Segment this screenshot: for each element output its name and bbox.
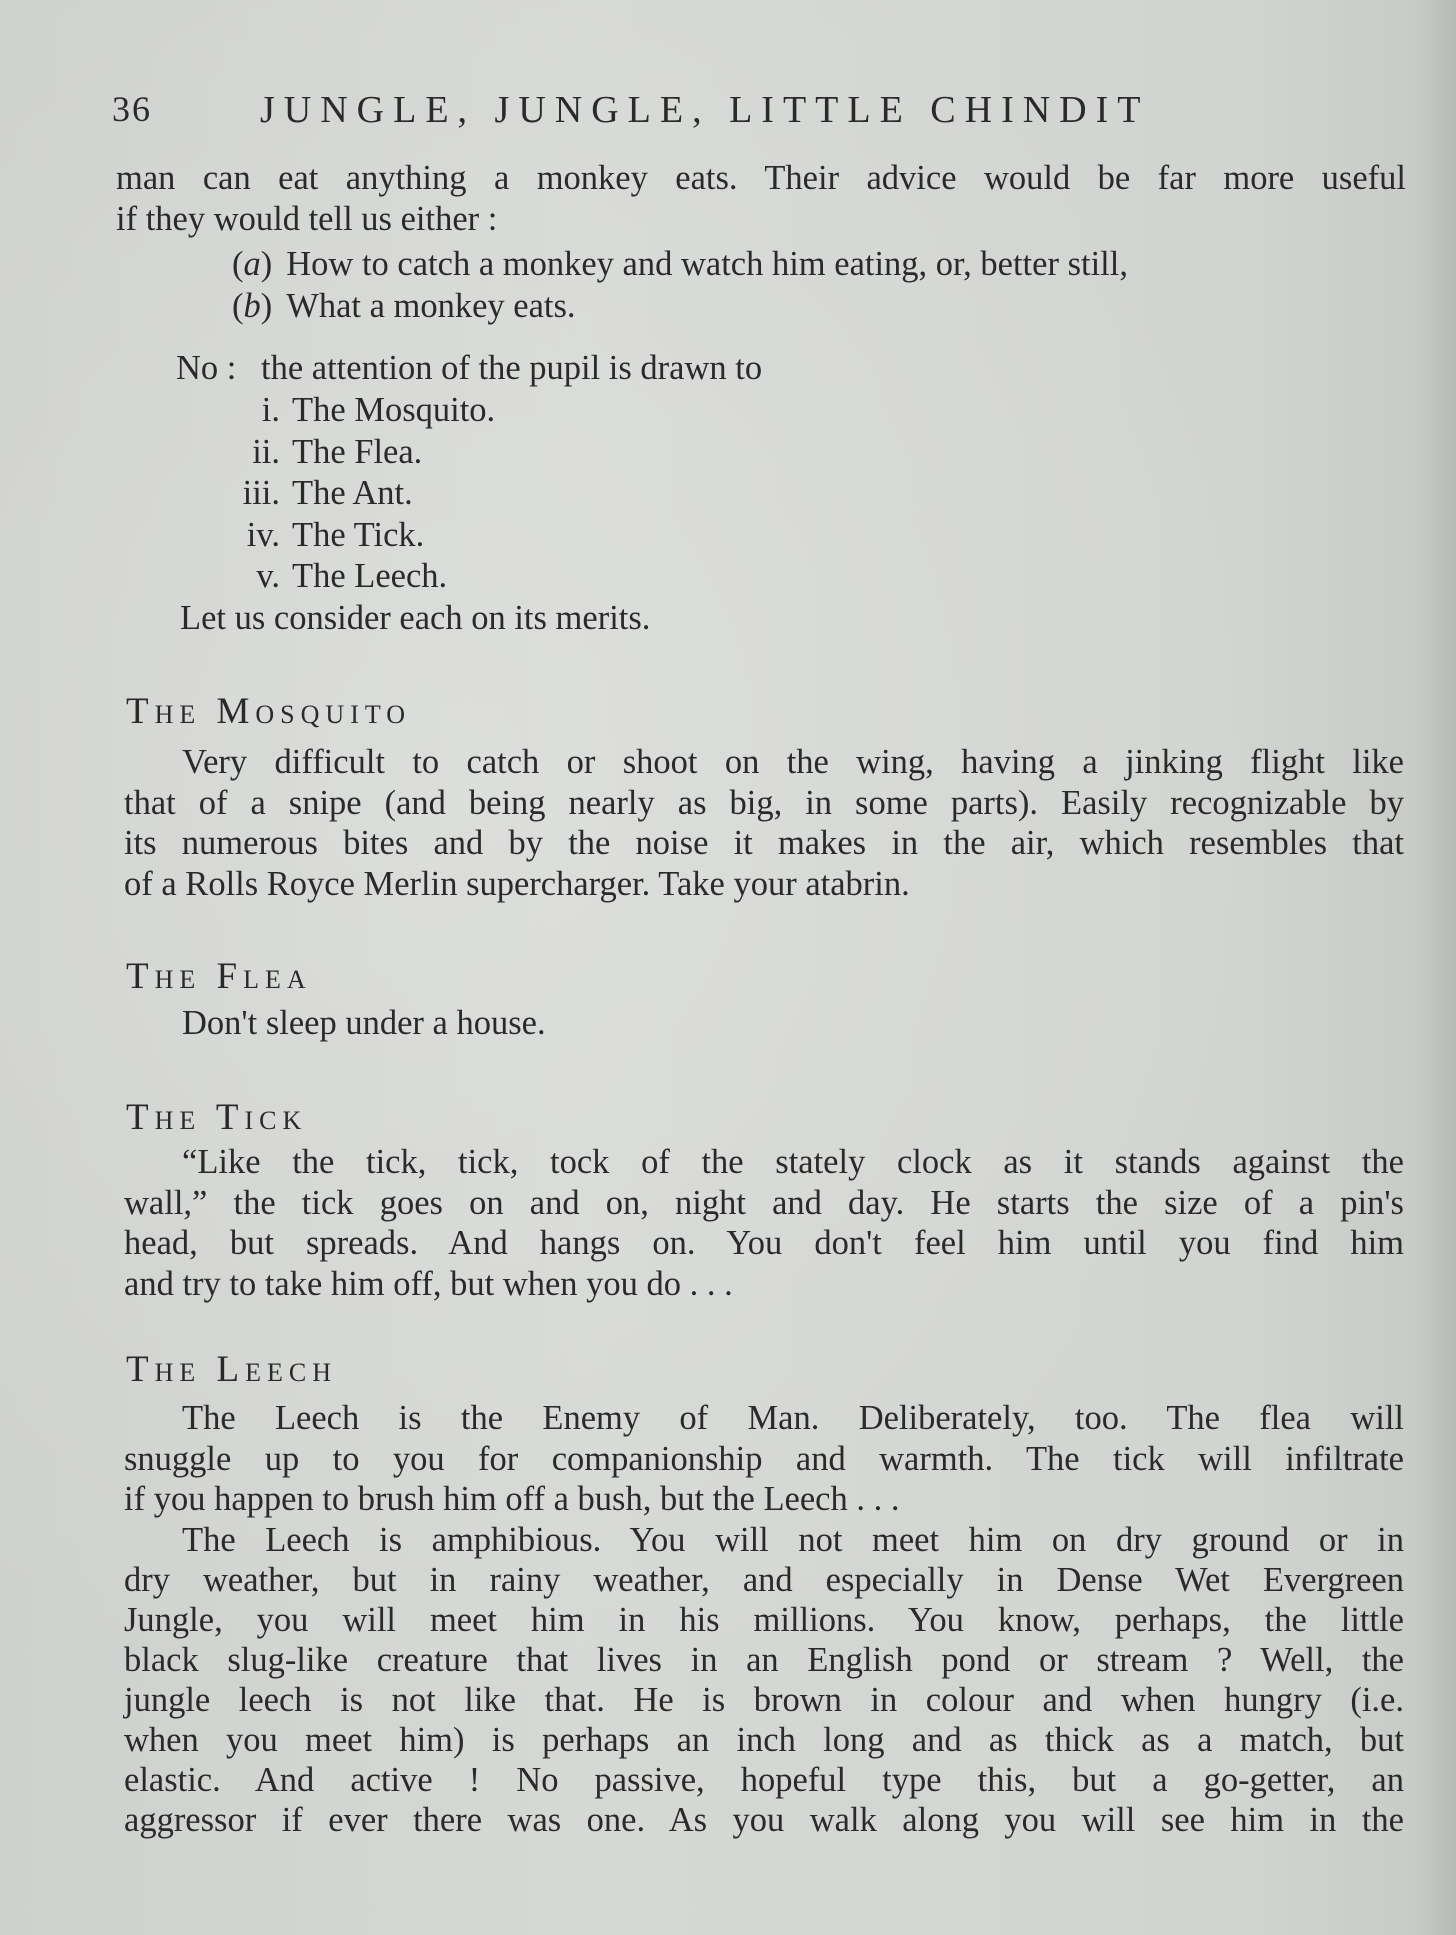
intro-closing: Let us consider each on its merits. (180, 599, 651, 637)
intro-paragraph (116, 158, 1406, 239)
page-gutter-shadow (1416, 0, 1456, 1935)
body-line: its numerous bites and by the noise it makes in the air, which resembles that (124, 824, 1404, 862)
options-list (232, 244, 1128, 327)
body-line: of a Rolls Royce Merlin supercharger. Take your atabrin. (124, 864, 910, 903)
body-line: if you happen to brush him off a bush, but the Leech . . . (124, 1480, 900, 1518)
pest-list-number: ii. (252, 432, 280, 471)
body-line: that of a snipe (and being nearly as big, in some parts). Easily recognizable by (124, 783, 1404, 822)
pest-list-number: v. (256, 557, 280, 595)
body-line: Very difficult to catch or shoot on the wing, having a jinking flight like (182, 743, 1404, 781)
page-header (112, 88, 1312, 138)
body-line: Jungle, you will meet him in his millions. You know, perhaps, the little (124, 1601, 1404, 1639)
option-text: What a monkey eats. (286, 286, 576, 325)
option-item (232, 286, 1128, 328)
body-line: elastic. And active ! No passive, hopeful type this, but a go-getter, an (124, 1761, 1404, 1799)
option-marker: (b) (232, 286, 273, 325)
page-number: 36 (112, 89, 152, 129)
section-heading-mosquito: The Mosquito (126, 691, 412, 732)
section-heading-tick: The Tick (126, 1097, 308, 1138)
section-body-leech-p2 (124, 1520, 1404, 1840)
pest-list-text: The Tick. (292, 515, 425, 554)
pest-list-number: iii. (242, 474, 280, 512)
section-heading-leech: The Leech (126, 1349, 337, 1390)
body-line: wall,” the tick goes on and on, night and day. He starts the size of a pin's (124, 1183, 1404, 1222)
pest-list-item (210, 473, 495, 515)
note-line (176, 348, 762, 390)
body-line: “Like the tick, tick, tock of the stately clock as it stands against the (182, 1143, 1404, 1181)
pest-list-item (210, 390, 495, 432)
pest-list-number: i. (261, 391, 280, 429)
body-line: head, but spreads. And hangs on. You don't feel him until you find him (124, 1224, 1404, 1262)
section-body-mosquito (124, 742, 1404, 904)
option-marker: (a) (232, 245, 273, 283)
body-line: dry weather, but in rainy weather, and especially in Dense Wet Evergreen (124, 1561, 1404, 1599)
pest-list-text: The Ant. (292, 474, 413, 512)
section-body-flea (124, 1003, 1404, 1044)
intro-line: man can eat anything a monkey eats. Their advice would be far more useful (116, 159, 1406, 197)
section-heading-flea: The Flea (126, 956, 312, 997)
pest-list-item (210, 432, 495, 474)
pest-list-text: The Mosquito. (292, 391, 496, 429)
body-line: Don't sleep under a house. (182, 1004, 546, 1042)
body-line: and try to take him off, but when you do . . . (124, 1264, 733, 1303)
body-line: when you meet him) is perhaps an inch long and as thick as a match, but (124, 1721, 1404, 1759)
intro-line: if they would tell us either : (116, 199, 498, 238)
body-line: jungle leech is not like that. He is brown in colour and when hungry (i.e. (124, 1681, 1404, 1719)
section-body-leech-p1 (124, 1398, 1404, 1520)
pest-list-item (210, 556, 495, 598)
note-text: the attention of the pupil is drawn to (261, 349, 763, 387)
running-title: JUNGLE, JUNGLE, LITTLE CHINDIT (260, 89, 1150, 131)
option-item (232, 244, 1128, 286)
pest-list-number: iv. (246, 515, 280, 554)
body-line: The Leech is amphibious. You will not meet him on dry ground or in (182, 1521, 1404, 1559)
note-lead: No : (176, 349, 237, 387)
pest-list-text: The Leech. (292, 557, 448, 595)
body-line: The Leech is the Enemy of Man. Deliberately, too. The flea will (182, 1399, 1404, 1437)
section-body-tick (124, 1142, 1404, 1304)
body-line: snuggle up to you for companionship and warmth. The tick will infiltrate (124, 1439, 1404, 1478)
body-line: aggressor if ever there was one. As you walk along you will see him in the (124, 1801, 1404, 1839)
body-line: black slug-like creature that lives in an English pond or stream ? Well, the (124, 1641, 1404, 1679)
pest-list-item (210, 515, 495, 557)
pest-list (210, 390, 495, 598)
option-text: How to catch a monkey and watch him eating, or, better still, (286, 245, 1128, 283)
pest-list-text: The Flea. (292, 432, 423, 471)
